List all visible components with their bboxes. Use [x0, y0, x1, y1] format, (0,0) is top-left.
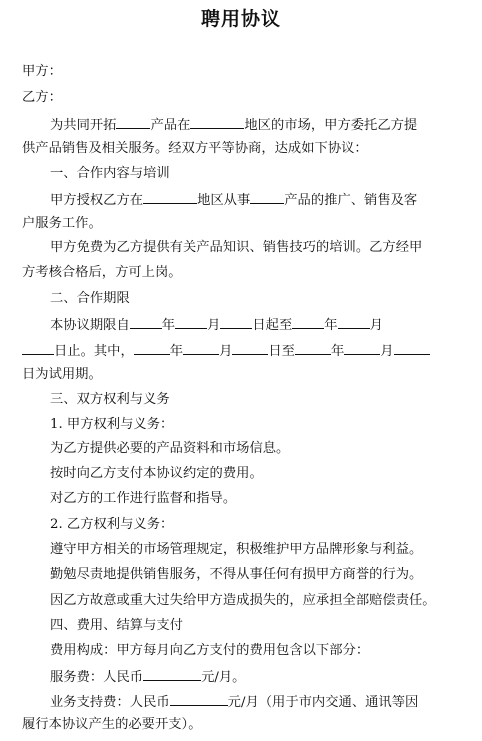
year-blank[interactable] — [292, 315, 324, 329]
s4-text: 元/月。 — [201, 670, 246, 685]
s3-b-item-1: 遵守甲方相关的市场管理规定，积极维护甲方品牌形象与利益。 — [50, 542, 423, 557]
year-blank[interactable] — [134, 341, 170, 355]
s2-text: 日起至 — [252, 318, 293, 333]
section-1-heading: 一、合作内容与培训 — [50, 166, 170, 181]
s2-text: 年 — [324, 318, 338, 333]
region-blank[interactable] — [190, 115, 244, 129]
s1-text: 甲方授权乙方在 — [50, 193, 144, 208]
intro-text: 为共同开拓 — [50, 118, 117, 133]
day-blank[interactable] — [232, 341, 268, 355]
day-blank[interactable] — [394, 341, 430, 355]
s4-text: 元/月（用于市内交通、通讯等因 — [227, 695, 419, 710]
s2-text: 本协议期限自 — [50, 318, 130, 333]
s3-a-item-2: 按时向乙方支付本协议约定的费用。 — [50, 466, 263, 481]
s4-text: 业务支持费：人民币 — [50, 695, 170, 710]
s2-text: 日至 — [268, 344, 295, 359]
s3-a-item-3: 对乙方的工作进行监督和指导。 — [50, 491, 237, 506]
s4-service-fee — [50, 667, 245, 687]
amount-blank[interactable] — [143, 667, 201, 681]
year-blank[interactable] — [130, 315, 162, 329]
s1-text: 地区从事 — [197, 193, 251, 208]
month-blank[interactable] — [344, 341, 380, 355]
product-blank[interactable] — [116, 115, 150, 129]
s1-training-line-2: 方考核合格后，方可上岗。 — [22, 265, 182, 280]
product-blank[interactable] — [250, 190, 284, 204]
s3-party-b-title: 2. 乙方权利与义务： — [50, 517, 174, 532]
s1-auth-line-2: 户服务工作。 — [22, 216, 102, 231]
section-2-heading: 二、合作期限 — [50, 291, 130, 306]
s1-text: 产品的推广、销售及客 — [284, 193, 418, 208]
s2-text: 月 — [380, 344, 394, 359]
day-blank[interactable] — [220, 315, 252, 329]
s4-support-fee-cont: 履行本协议产生的必要开支）。 — [22, 717, 202, 732]
s2-text: 年 — [169, 344, 184, 359]
year-blank[interactable] — [295, 341, 331, 355]
s3-b-item-3: 因乙方故意或重大过失给甲方造成损失的，应承担全部赔偿责任。 — [50, 593, 436, 608]
s4-support-fee — [50, 692, 418, 712]
section-3-heading: 三、双方权利与义务 — [50, 392, 170, 407]
month-blank[interactable] — [338, 315, 370, 329]
party-b-label: 乙方： — [22, 90, 62, 105]
s2-text: 月 — [219, 344, 233, 359]
party-a-label: 甲方： — [22, 64, 62, 79]
s2-trial-line: 日为试用期。 — [22, 367, 102, 382]
document-title: 聘用协议 — [200, 8, 281, 30]
s2-text: 月 — [369, 318, 383, 333]
intro-line-2: 供产品销售及相关服务。经双方平等协商，达成如下协议： — [22, 141, 368, 156]
s2-term-line-1 — [50, 315, 383, 335]
section-4-heading: 四、费用、结算与支付 — [50, 618, 183, 633]
s3-a-item-1: 为乙方提供必要的产品资料和市场信息。 — [50, 441, 290, 456]
s3-b-item-2: 勤勉尽责地提供销售服务，不得从事任何有损甲方商誉的行为。 — [50, 567, 423, 582]
s2-term-line-2 — [22, 341, 430, 361]
s1-auth-line-1 — [50, 190, 417, 210]
s2-text: 月 — [207, 318, 221, 333]
s2-text: 年 — [330, 344, 345, 359]
day-blank[interactable] — [22, 341, 54, 355]
region-blank[interactable] — [143, 190, 197, 204]
intro-line-1 — [50, 115, 417, 135]
amount-blank[interactable] — [170, 692, 228, 706]
month-blank[interactable] — [183, 341, 219, 355]
month-blank[interactable] — [175, 315, 207, 329]
s3-party-a-title: 1. 甲方权利与义务： — [50, 417, 174, 432]
s1-training-line-1: 甲方免费为乙方提供有关产品知识、销售技巧的培训。乙方经甲 — [50, 240, 423, 255]
s2-text: 年 — [161, 318, 176, 333]
s2-text: 日止。其中， — [54, 344, 134, 359]
s4-fee-intro: 费用构成：甲方每月向乙方支付的费用包含以下部分： — [50, 643, 370, 658]
s4-text: 服务费：人民币 — [50, 670, 144, 685]
intro-text: 地区的市场，甲方委托乙方提 — [244, 118, 418, 133]
intro-text: 产品在 — [150, 118, 191, 133]
